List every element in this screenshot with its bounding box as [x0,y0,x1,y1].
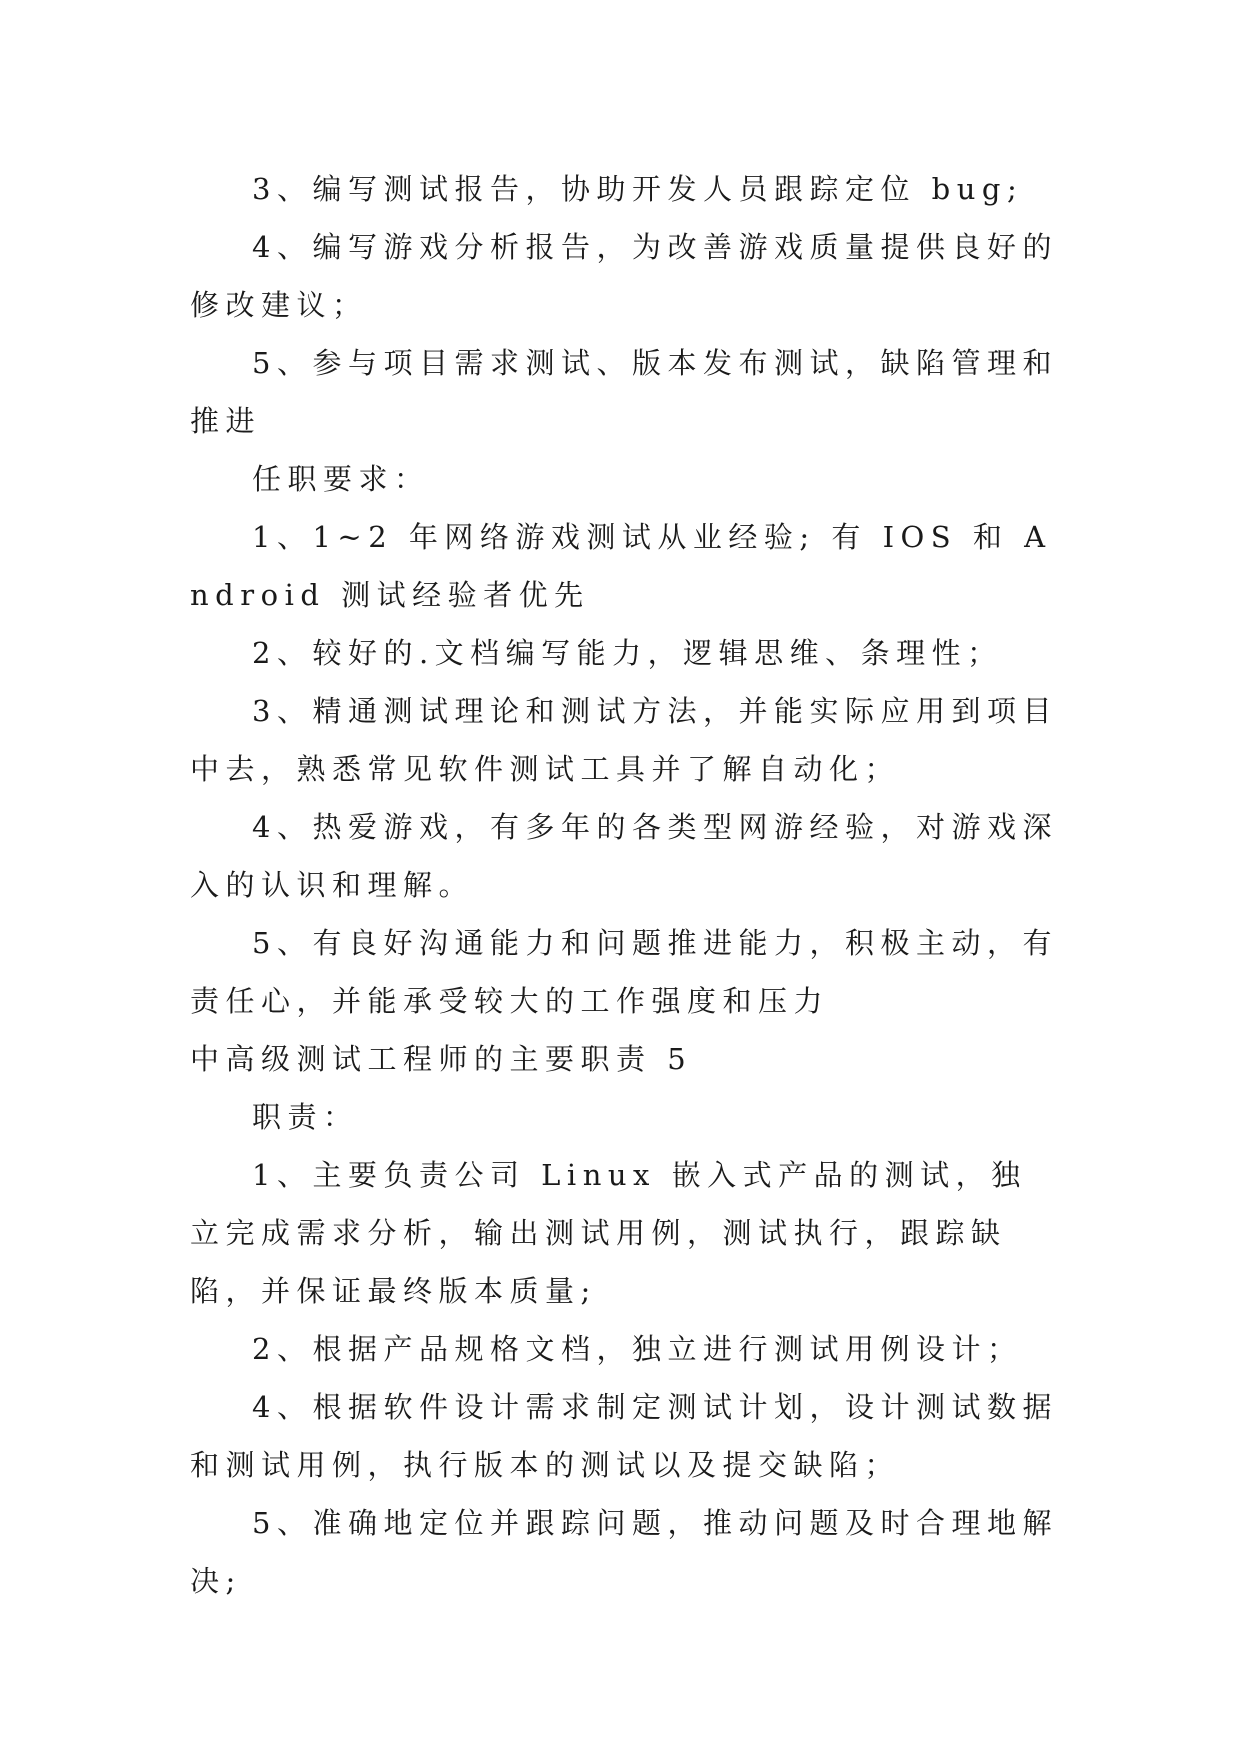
paragraph-requirement-5: 5、有良好沟通能力和问题推进能力，积极主动，有责任心，并能承受较大的工作强度和压力 [190,926,1058,1018]
paragraph-section-duty-4: 4、根据软件设计需求制定测试计划，设计测试数据和测试用例，执行版本的测试以及提交缺陷； [190,1390,1058,1482]
paragraph-requirement-3: 3、精通测试理论和测试方法，并能实际应用到项目中去，熟悉常见软件测试工具并了解自动化； [190,694,1058,786]
paragraph-requirement-4: 4、热爱游戏，有多年的各类型网游经验，对游戏深入的认识和理解。 [190,810,1058,902]
paragraph-duty-5: 5、参与项目需求测试、版本发布测试，缺陷管理和推进 [190,346,1058,438]
paragraph-section-duty-5: 5、准确地定位并跟踪问题，推动问题及时合理地解决; [190,1506,1058,1598]
paragraph-duty-3: 3、编写测试报告，协助开发人员跟踪定位 bug; [252,172,1024,206]
paragraph-requirements-heading: 任职要求： [252,462,430,496]
paragraph-section-duty-2: 2、根据产品规格文档，独立进行测试用例设计； [252,1332,1023,1366]
document-body [190,160,1060,1610]
paragraph-section-duty-1: 1、主要负责公司 Linux 嵌入式产品的测试，独立完成需求分析，输出测试用例，测试执行，跟踪缺陷，并保证最终版本质量; [190,1158,1027,1308]
paragraph-requirement-2: 2、较好的.文档编写能力，逻辑思维、条理性； [252,636,1003,670]
paragraph-requirement-1: 1、1~2 年网络游戏测试从业经验; 有 IOS 和 Android 测试经验者优先 [190,520,1052,612]
paragraph-duty-4: 4、编写游戏分析报告，为改善游戏质量提供良好的修改建议； [190,230,1058,322]
section-title: 中高级测试工程师的主要职责 5 [190,1042,693,1076]
paragraph-section-duties-heading: 职责： [252,1100,359,1134]
